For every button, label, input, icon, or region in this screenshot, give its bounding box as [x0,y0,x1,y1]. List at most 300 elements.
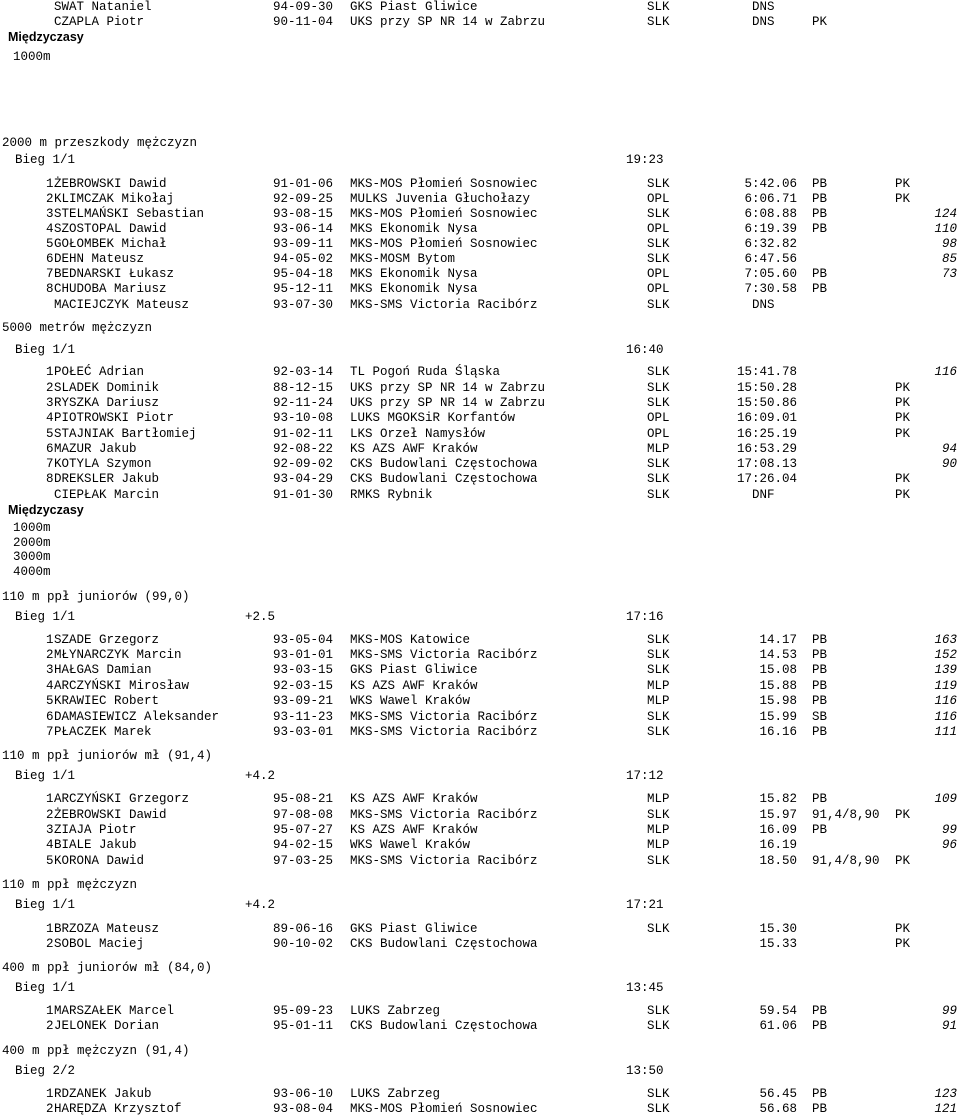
birth-date: 95-07-27 [273,823,334,837]
birth-date: 94-02-15 [273,838,334,852]
place: 1 [46,1087,54,1101]
club-name: MKS-MOS Płomień Sosnowiec [350,177,538,191]
record-note: PB [812,282,828,296]
result-time: 15:41.78 [736,365,797,379]
club-name: LUKS MGOKSiR Korfantów [350,411,516,425]
result-status: DNF [752,488,775,502]
split-distance: 1000m [13,521,51,535]
points: 124 [934,207,957,221]
result-time: 15.30 [759,922,797,936]
split-distance: 1000m [13,50,51,64]
record-note: PB [812,1019,828,1033]
club-name: WKS Wawel Kraków [350,838,471,852]
result-time: 56.45 [759,1087,797,1101]
splits-label: Międzyczasy [8,503,84,517]
region: SLK [647,1004,670,1018]
athlete-name: KRAWIEC Robert [54,694,160,708]
club-name: KS AZS AWF Kraków [350,679,478,693]
birth-date: 92-03-15 [273,679,334,693]
record-note: PB [812,694,828,708]
result-time: 16:25.19 [736,427,797,441]
region: OPL [647,192,670,206]
birth-date: 93-08-04 [273,1102,334,1116]
place: 2 [46,1102,54,1116]
record-note: PB [812,648,828,662]
pk-flag: PK [895,177,911,191]
event-title: 110 m ppł juniorów mł (91,4) [2,749,213,763]
region: SLK [647,472,670,486]
points: 73 [941,267,957,281]
heat-label: Bieg 1/1 [15,343,76,357]
start-time: 17:16 [626,610,664,624]
region: SLK [647,808,670,822]
pk-flag: PK [895,472,911,486]
birth-date: 93-06-14 [273,222,334,236]
result-time: 15.33 [759,937,797,951]
athlete-name: ZIAJA Piotr [54,823,137,837]
start-time: 13:45 [626,981,664,995]
club-name: MKS-SMS Victoria Racibórz [350,725,538,739]
points: 109 [934,792,957,806]
heat-label: Bieg 1/1 [15,981,76,995]
record-note: PB [812,222,828,236]
place: 2 [46,808,54,822]
birth-date: 91-02-11 [273,427,334,441]
result-time: 6:32.82 [744,237,797,251]
club-name: MKS-SMS Victoria Racibórz [350,854,538,868]
athlete-name: SZADE Grzegorz [54,633,160,647]
place: 4 [46,838,54,852]
athlete-name: SLADEK Dominik [54,381,160,395]
birth-date: 92-09-25 [273,192,334,206]
wind-value: +4.2 [245,898,276,912]
region: OPL [647,411,670,425]
place: 3 [46,207,54,221]
result-status: DNS [752,15,775,29]
region: SLK [647,648,670,662]
region: SLK [647,177,670,191]
points: 99 [941,1004,957,1018]
points: 163 [934,633,957,647]
pk-flag: PK [895,396,911,410]
club-name: CKS Budowlani Częstochowa [350,937,538,951]
place: 3 [46,396,54,410]
event-title: 110 m ppł juniorów (99,0) [2,590,190,604]
region: SLK [647,252,670,266]
birth-date: 93-03-01 [273,725,334,739]
club-name: LUKS Zabrzeg [350,1004,441,1018]
start-time: 13:50 [626,1064,664,1078]
region: MLP [647,823,670,837]
place: 5 [46,694,54,708]
record-note: PB [812,663,828,677]
pk-flag: PK [895,922,911,936]
result-time: 15.08 [759,663,797,677]
region: SLK [647,725,670,739]
points: 99 [941,823,957,837]
start-time: 16:40 [626,343,664,357]
heat-label: Bieg 1/1 [15,898,76,912]
athlete-name: DEHN Mateusz [54,252,145,266]
event-title: 5000 metrów mężczyzn [2,321,153,335]
club-name: MKS-SMS Victoria Racibórz [350,648,538,662]
region: SLK [647,0,670,14]
club-name: UKS przy SP NR 14 w Zabrzu [350,396,546,410]
place: 6 [46,252,54,266]
heat-label: Bieg 2/2 [15,1064,76,1078]
record-note: 91,4/8,90 [812,808,880,822]
pk-flag: PK [895,411,911,425]
points: 116 [934,694,957,708]
athlete-name: KORONA Dawid [54,854,145,868]
athlete-name: BRZOZA Mateusz [54,922,160,936]
result-time: 17:08.13 [736,457,797,471]
club-name: KS AZS AWF Kraków [350,823,478,837]
result-time: 15:50.86 [736,396,797,410]
athlete-name: CZAPLA Piotr [54,15,145,29]
place: 1 [46,922,54,936]
birth-date: 97-03-25 [273,854,334,868]
result-time: 15.98 [759,694,797,708]
event-title: 400 m ppł juniorów mł (84,0) [2,961,213,975]
club-name: LUKS Zabrzeg [350,1087,441,1101]
region: MLP [647,442,670,456]
club-name: MKS-MOS Płomień Sosnowiec [350,237,538,251]
pk-flag: PK [895,427,911,441]
birth-date: 94-09-30 [273,0,334,14]
pk-flag: PK [895,854,911,868]
region: SLK [647,922,670,936]
club-name: GKS Piast Gliwice [350,922,478,936]
result-time: 56.68 [759,1102,797,1116]
athlete-name: PIOTROWSKI Piotr [54,411,175,425]
result-time: 16:09.01 [736,411,797,425]
place: 1 [46,792,54,806]
result-time: 6:19.39 [744,222,797,236]
athlete-name: RYSZKA Dariusz [54,396,160,410]
club-name: KS AZS AWF Kraków [350,442,478,456]
result-time: 16:53.29 [736,442,797,456]
place: 8 [46,472,54,486]
place: 8 [46,282,54,296]
region: OPL [647,267,670,281]
result-time: 5:42.06 [744,177,797,191]
place: 3 [46,823,54,837]
club-name: MKS-MOS Płomień Sosnowiec [350,1102,538,1116]
points: 116 [934,365,957,379]
record-note: PB [812,725,828,739]
birth-date: 92-09-02 [273,457,334,471]
place: 1 [46,365,54,379]
club-name: MKS-MOS Płomień Sosnowiec [350,207,538,221]
birth-date: 93-10-08 [273,411,334,425]
points: 111 [934,725,957,739]
record-note: PB [812,1087,828,1101]
birth-date: 95-12-11 [273,282,334,296]
result-time: 15.88 [759,679,797,693]
pk-flag: PK [895,381,911,395]
place: 2 [46,648,54,662]
club-name: TL Pogoń Ruda Śląska [350,365,501,379]
heat-label: Bieg 1/1 [15,153,76,167]
athlete-name: CHUDOBA Mariusz [54,282,167,296]
club-name: GKS Piast Gliwice [350,663,478,677]
region: SLK [647,854,670,868]
result-time: 15:50.28 [736,381,797,395]
place: 6 [46,442,54,456]
club-name: MKS Ekonomik Nysa [350,222,478,236]
result-time: 16.19 [759,838,797,852]
region: MLP [647,838,670,852]
athlete-name: BEDNARSKI Łukasz [54,267,175,281]
result-time: 14.53 [759,648,797,662]
birth-date: 93-07-30 [273,298,334,312]
start-time: 19:23 [626,153,664,167]
record-note: PB [812,792,828,806]
points: 152 [934,648,957,662]
birth-date: 93-11-23 [273,710,334,724]
athlete-name: STAJNIAK Bartłomiej [54,427,197,441]
birth-date: 90-10-02 [273,937,334,951]
record-note: PB [812,633,828,647]
place: 6 [46,710,54,724]
result-time: 15.99 [759,710,797,724]
place: 7 [46,267,54,281]
points: 123 [934,1087,957,1101]
region: SLK [647,15,670,29]
athlete-name: ARCZYŃSKI Grzegorz [54,792,190,806]
result-time: 18.50 [759,854,797,868]
points: 91 [941,1019,957,1033]
wind-value: +2.5 [245,610,276,624]
region: SLK [647,207,670,221]
club-name: MKS Ekonomik Nysa [350,282,478,296]
region: SLK [647,1019,670,1033]
points: 116 [934,710,957,724]
points: 96 [941,838,957,852]
points: 110 [934,222,957,236]
place: 1 [46,177,54,191]
place: 2 [46,937,54,951]
result-time: 59.54 [759,1004,797,1018]
pk-flag: PK [895,808,911,822]
birth-date: 92-03-14 [273,365,334,379]
record-note: PB [812,177,828,191]
athlete-name: MŁYNARCZYK Marcin [54,648,182,662]
athlete-name: POŁEĆ Adrian [54,365,145,379]
birth-date: 93-01-01 [273,648,334,662]
athlete-name: SOBOL Maciej [54,937,145,951]
birth-date: 93-04-29 [273,472,334,486]
place: 7 [46,457,54,471]
region: SLK [647,1087,670,1101]
result-time: 16.16 [759,725,797,739]
event-title: 2000 m przeszkody mężczyzn [2,136,198,150]
birth-date: 95-04-18 [273,267,334,281]
athlete-name: MARSZAŁEK Marcel [54,1004,175,1018]
birth-date: 89-06-16 [273,922,334,936]
athlete-name: ŻEBROWSKI Dawid [54,177,167,191]
record-note: PB [812,192,828,206]
birth-date: 93-09-11 [273,237,334,251]
club-name: CKS Budowlani Częstochowa [350,457,538,471]
points: 121 [934,1102,957,1116]
club-name: WKS Wawel Kraków [350,694,471,708]
splits-label: Międzyczasy [8,30,84,44]
heat-label: Bieg 1/1 [15,610,76,624]
place: 5 [46,854,54,868]
athlete-name: ŻEBROWSKI Dawid [54,808,167,822]
place: 5 [46,427,54,441]
pk-flag: PK [895,488,911,502]
place: 3 [46,663,54,677]
athlete-name: KLIMCZAK Mikołaj [54,192,175,206]
birth-date: 93-08-15 [273,207,334,221]
region: OPL [647,222,670,236]
club-name: MULKS Juvenia Głuchołazy [350,192,531,206]
result-time: 61.06 [759,1019,797,1033]
birth-date: 93-05-04 [273,633,334,647]
record-note: SB [812,710,828,724]
athlete-name: CIEPŁAK Marcin [54,488,160,502]
points: 139 [934,663,957,677]
region: SLK [647,237,670,251]
birth-date: 90-11-04 [273,15,334,29]
region: SLK [647,1102,670,1116]
start-time: 17:21 [626,898,664,912]
points: 90 [941,457,957,471]
club-name: MKS-MOSM Bytom [350,252,456,266]
event-title: 400 m ppł mężczyzn (91,4) [2,1044,190,1058]
record-note: PB [812,823,828,837]
place: 2 [46,192,54,206]
result-time: 15.97 [759,808,797,822]
split-distance: 4000m [13,565,51,579]
club-name: UKS przy SP NR 14 w Zabrzu [350,15,546,29]
region: MLP [647,679,670,693]
result-time: 14.17 [759,633,797,647]
athlete-name: DAMASIEWICZ Aleksander [54,710,220,724]
region: OPL [647,427,670,441]
place: 4 [46,222,54,236]
result-time: 7:30.58 [744,282,797,296]
region: OPL [647,282,670,296]
club-name: MKS-SMS Victoria Racibórz [350,298,538,312]
birth-date: 97-08-08 [273,808,334,822]
club-name: GKS Piast Gliwice [350,0,478,14]
athlete-name: ARCZYŃSKI Mirosław [54,679,190,693]
pk-flag: PK [895,192,911,206]
record-note: PB [812,1004,828,1018]
athlete-name: STELMAŃSKI Sebastian [54,207,205,221]
place: 7 [46,725,54,739]
record-note: PB [812,207,828,221]
record-note: PB [812,679,828,693]
birth-date: 92-11-24 [273,396,334,410]
result-status: DNS [752,298,775,312]
result-time: 16.09 [759,823,797,837]
record-note: 91,4/8,90 [812,854,880,868]
athlete-name: SWAT Nataniel [54,0,152,14]
start-time: 17:12 [626,769,664,783]
place: 5 [46,237,54,251]
record-note: PB [812,1102,828,1116]
wind-value: +4.2 [245,769,276,783]
place: 1 [46,1004,54,1018]
birth-date: 93-09-21 [273,694,334,708]
record-note: PB [812,267,828,281]
birth-date: 95-01-11 [273,1019,334,1033]
club-name: RMKS Rybnik [350,488,433,502]
athlete-name: HARĘDZA Krzysztof [54,1102,182,1116]
place: 2 [46,1019,54,1033]
birth-date: 91-01-30 [273,488,334,502]
result-time: 6:47.56 [744,252,797,266]
place: 1 [46,633,54,647]
region: SLK [647,396,670,410]
heat-label: Bieg 1/1 [15,769,76,783]
birth-date: 92-08-22 [273,442,334,456]
birth-date: 94-05-02 [273,252,334,266]
birth-date: 88-12-15 [273,381,334,395]
athlete-name: MACIEJCZYK Mateusz [54,298,190,312]
result-status: DNS [752,0,775,14]
points: 119 [934,679,957,693]
record-note: PK [812,15,828,29]
result-time: 6:08.88 [744,207,797,221]
club-name: CKS Budowlani Częstochowa [350,472,538,486]
athlete-name: MAZUR Jakub [54,442,137,456]
split-distance: 3000m [13,550,51,564]
points: 94 [941,442,957,456]
split-distance: 2000m [13,536,51,550]
club-name: MKS-MOS Katowice [350,633,471,647]
club-name: MKS Ekonomik Nysa [350,267,478,281]
athlete-name: HAŁGAS Damian [54,663,152,677]
result-time: 7:05.60 [744,267,797,281]
birth-date: 91-01-06 [273,177,334,191]
region: SLK [647,298,670,312]
region: SLK [647,488,670,502]
club-name: UKS przy SP NR 14 w Zabrzu [350,381,546,395]
birth-date: 93-06-10 [273,1087,334,1101]
athlete-name: JELONEK Dorian [54,1019,160,1033]
club-name: MKS-SMS Victoria Racibórz [350,808,538,822]
region: SLK [647,710,670,724]
club-name: LKS Orzeł Namysłów [350,427,486,441]
athlete-name: PŁACZEK Marek [54,725,152,739]
region: SLK [647,663,670,677]
region: SLK [647,457,670,471]
birth-date: 95-08-21 [273,792,334,806]
points: 98 [941,237,957,251]
region: MLP [647,694,670,708]
club-name: MKS-SMS Victoria Racibórz [350,710,538,724]
region: SLK [647,365,670,379]
club-name: CKS Budowlani Częstochowa [350,1019,538,1033]
birth-date: 93-03-15 [273,663,334,677]
region: MLP [647,792,670,806]
club-name: KS AZS AWF Kraków [350,792,478,806]
athlete-name: GOŁOMBEK Michał [54,237,167,251]
region: SLK [647,381,670,395]
pk-flag: PK [895,937,911,951]
athlete-name: RDZANEK Jakub [54,1087,152,1101]
athlete-name: KOTYLA Szymon [54,457,152,471]
region: SLK [647,633,670,647]
birth-date: 95-09-23 [273,1004,334,1018]
result-time: 6:06.71 [744,192,797,206]
